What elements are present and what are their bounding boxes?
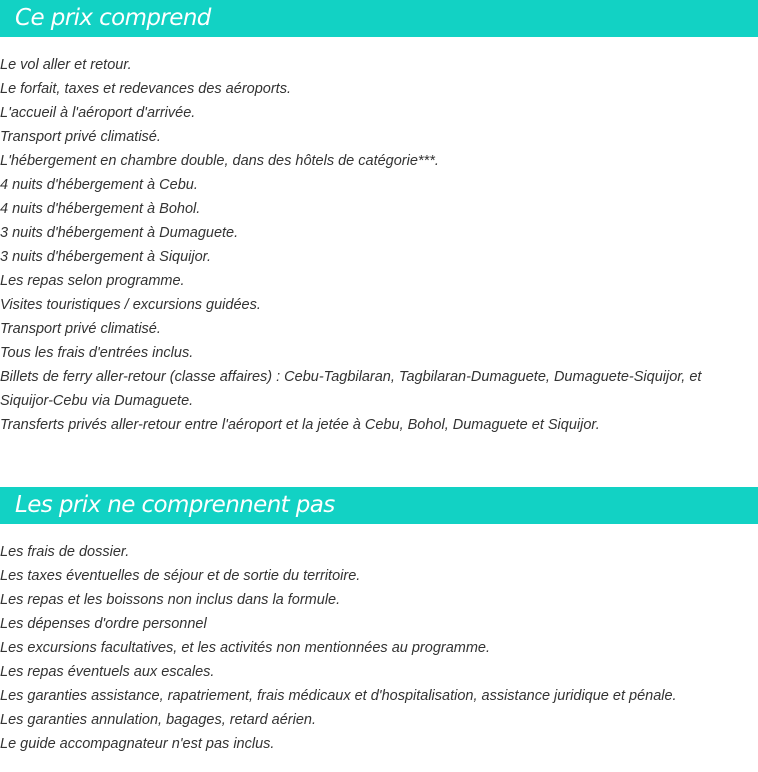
excluded-item: Les garanties assistance, rapatriement, frais médicaux et d'hospitalisation, assistance juridique et pénale. xyxy=(0,688,677,704)
excluded-title: Les prix ne comprennent pas xyxy=(15,492,335,518)
excluded-item: Les dépenses d'ordre personnel xyxy=(0,616,207,632)
included-item: Tous les frais d'entrées inclus. xyxy=(0,345,194,361)
included-list xyxy=(0,53,758,437)
included-title: Ce prix comprend xyxy=(15,5,211,31)
excluded-item: Le guide accompagnateur n'est pas inclus. xyxy=(0,736,275,752)
excluded-item: Les garanties annulation, bagages, retard aérien. xyxy=(0,712,316,728)
included-item: 4 nuits d'hébergement à Cebu. xyxy=(0,177,198,193)
included-item: Transport privé climatisé. xyxy=(0,129,161,145)
included-item: Le vol aller et retour. xyxy=(0,57,132,73)
excluded-item: Les repas éventuels aux escales. xyxy=(0,664,215,680)
excluded-item: Les excursions facultatives, et les activités non mentionnées au programme. xyxy=(0,640,491,656)
included-item: L'hébergement en chambre double, dans des hôtels de catégorie***. xyxy=(0,153,439,169)
excluded-list xyxy=(0,540,758,756)
included-item: Le forfait, taxes et redevances des aéroports. xyxy=(0,81,291,97)
included-item: Billets de ferry aller-retour (classe affaires) : Cebu-Tagbilaran, Tagbilaran-Dumaguete, Dumaguete-Siquijor, et Siquijor-Cebu via Dumaguete. xyxy=(0,369,702,409)
included-item: 4 nuits d'hébergement à Bohol. xyxy=(0,201,201,217)
excluded-section xyxy=(0,487,758,756)
excluded-header xyxy=(0,487,758,524)
included-item: Transferts privés aller-retour entre l'aéroport et la jetée à Cebu, Bohol, Dumaguete et Siquijor. xyxy=(0,417,600,433)
excluded-item: Les repas et les boissons non inclus dans la formule. xyxy=(0,592,341,608)
excluded-item: Les taxes éventuelles de séjour et de sortie du territoire. xyxy=(0,568,361,584)
included-item: 3 nuits d'hébergement à Dumaguete. xyxy=(0,225,239,241)
included-item: Les repas selon programme. xyxy=(0,273,185,289)
included-item: Visites touristiques / excursions guidées. xyxy=(0,297,261,313)
included-header xyxy=(0,0,758,37)
included-item: 3 nuits d'hébergement à Siquijor. xyxy=(0,249,212,265)
excluded-item: Les frais de dossier. xyxy=(0,544,130,560)
included-item: Transport privé climatisé. xyxy=(0,321,161,337)
included-item: L'accueil à l'aéroport d'arrivée. xyxy=(0,105,196,121)
